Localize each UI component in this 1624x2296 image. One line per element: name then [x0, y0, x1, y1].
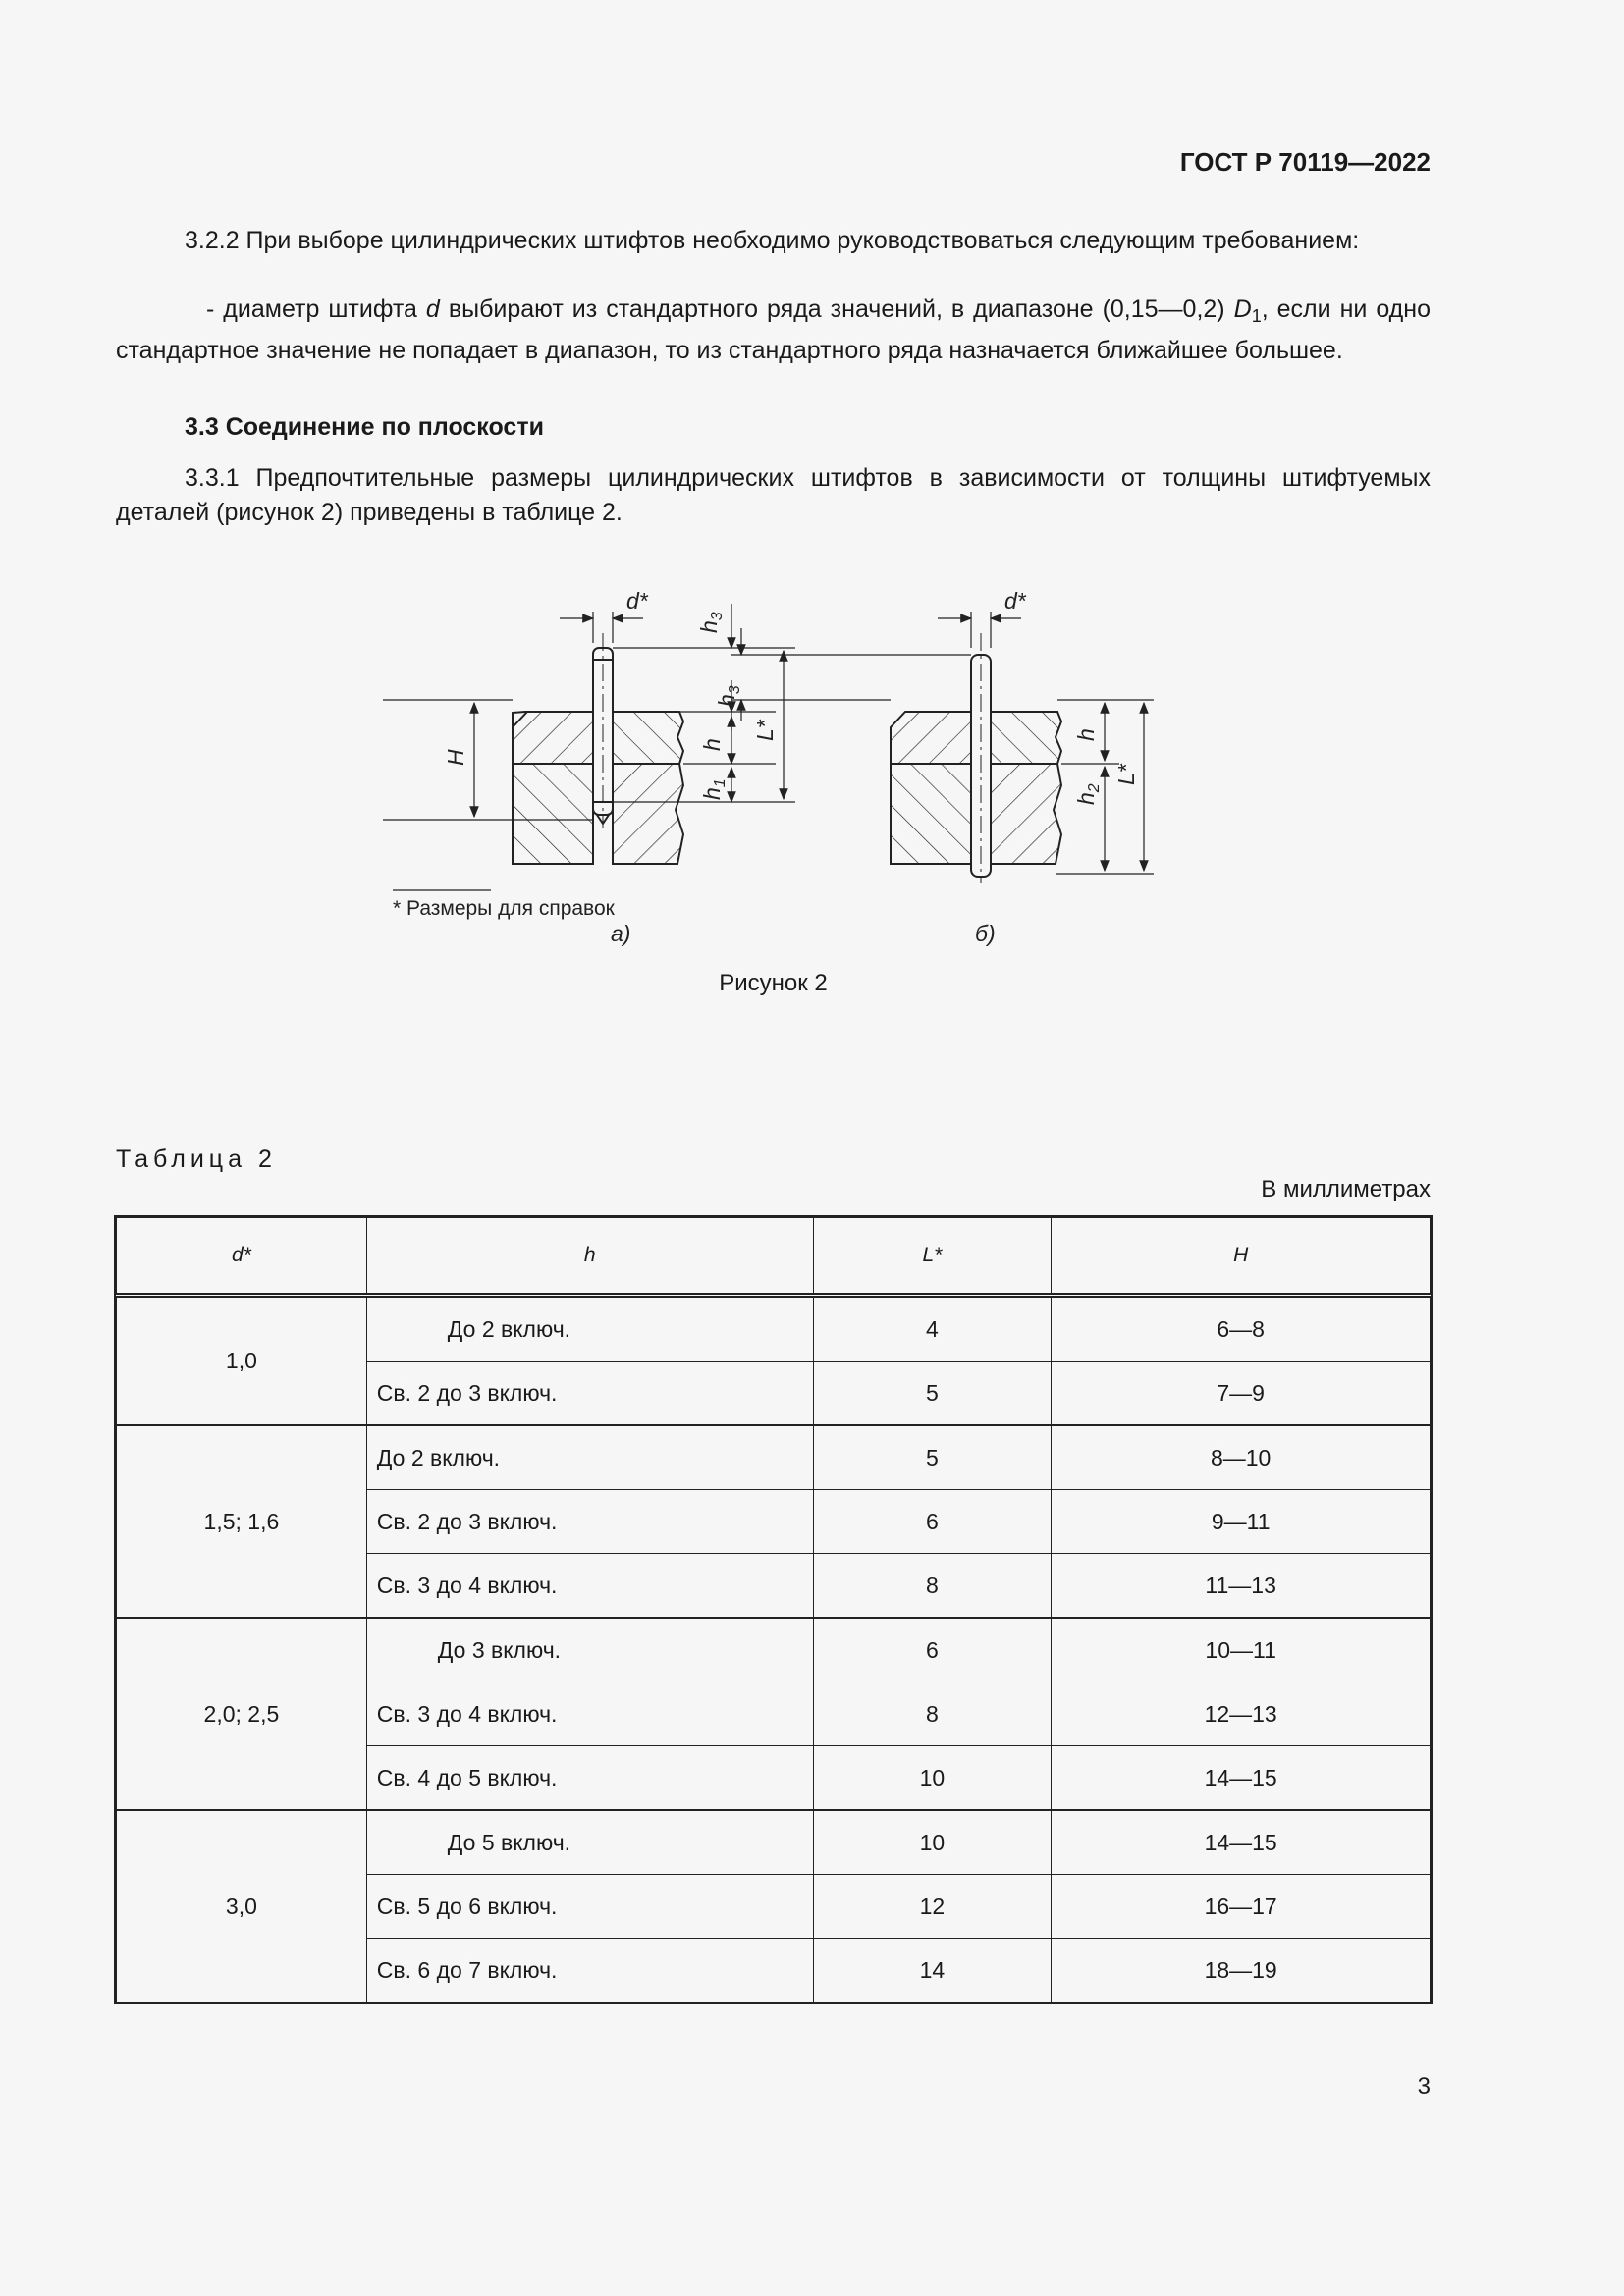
document-header: ГОСТ Р 70119—2022	[1179, 147, 1431, 177]
cell-h: Св. 5 до 6 включ.	[366, 1875, 813, 1939]
table-caption: Таблица 2	[116, 1146, 277, 1173]
cell-H: 9—11	[1052, 1490, 1431, 1554]
label-L-star-a: L*	[752, 720, 778, 741]
cell-h: Св. 3 до 4 включ.	[366, 1682, 813, 1746]
label-H: H	[443, 749, 468, 766]
view-a	[513, 633, 683, 864]
cell-H: 10—11	[1052, 1618, 1431, 1682]
cell-h: Св. 3 до 4 включ.	[366, 1554, 813, 1619]
cell-H: 7—9	[1052, 1362, 1431, 1426]
cell-H: 16—17	[1052, 1875, 1431, 1939]
label-b: б)	[975, 921, 996, 946]
cell-H: 14—15	[1052, 1810, 1431, 1875]
paragraph-3-2-2-item: - диаметр штифта d выбирают из стандартного ряда значений, в диапазоне (0,15—0,2) $D_1$, если ни одно стандартное значение не попадает в диапазон, то из стандартного ряда назначается ближайшее большее.	[116, 295, 1431, 364]
section-heading-3-3: 3.3 Соединение по плоскости	[185, 413, 544, 441]
cell-h: До 5 включ.	[366, 1810, 813, 1875]
figure-2-drawing	[373, 574, 1178, 957]
label-h-b: h	[1073, 728, 1099, 741]
cell-L: 8	[813, 1554, 1052, 1619]
label-a: а)	[611, 921, 631, 946]
header-h: h	[366, 1218, 813, 1296]
svg-text:h1: $h_1$	[699, 778, 729, 800]
cell-L: 6	[813, 1490, 1052, 1554]
table-units: В миллиметрах	[1261, 1176, 1431, 1202]
cell-h: Св. 2 до 3 включ.	[366, 1362, 813, 1426]
cell-h: Св. 2 до 3 включ.	[366, 1490, 813, 1554]
cell-L: 10	[813, 1810, 1052, 1875]
svg-text:h3: $h_3$	[696, 612, 726, 633]
table-row	[117, 1425, 1431, 1490]
label-d-star-a: d*	[626, 588, 648, 614]
table-row	[117, 1810, 1431, 1875]
cell-L: 12	[813, 1875, 1052, 1939]
cell-L: 5	[813, 1425, 1052, 1490]
label-L-star-b: L*	[1113, 764, 1139, 785]
cell-H: 11—13	[1052, 1554, 1431, 1619]
cell-d: 3,0	[117, 1810, 367, 2002]
page-number: 3	[1417, 2073, 1431, 2100]
cell-d: 2,0; 2,5	[117, 1618, 367, 1810]
cell-H: 8—10	[1052, 1425, 1431, 1490]
label-d-star-b: d*	[1004, 588, 1026, 614]
cell-h: До 2 включ.	[366, 1425, 813, 1490]
cell-H: 18—19	[1052, 1939, 1431, 2002]
cell-L: 5	[813, 1362, 1052, 1426]
label-h-a: h	[699, 738, 725, 751]
cell-h: До 3 включ.	[366, 1618, 813, 1682]
cell-H: 12—13	[1052, 1682, 1431, 1746]
cell-d: 1,0	[117, 1296, 367, 1426]
cell-h: Св. 6 до 7 включ.	[366, 1939, 813, 2002]
svg-text:h3: $h_3$	[714, 685, 743, 707]
table-header-row	[117, 1218, 1431, 1296]
cell-L: 6	[813, 1618, 1052, 1682]
table-row	[117, 1618, 1431, 1682]
cell-d: 1,5; 1,6	[117, 1425, 367, 1618]
header-H: H	[1052, 1218, 1431, 1296]
figure-caption: Рисунок 2	[719, 970, 828, 996]
cell-L: 8	[813, 1682, 1052, 1746]
paragraph-3-2-2: 3.2.2 При выборе цилиндрических штифтов необходимо руководствоваться следующим требованием:	[185, 227, 1360, 254]
paragraph-3-3-1: 3.3.1 Предпочтительные размеры цилиндрических штифтов в зависимости от толщины штифтуемых деталей (рисунок 2) приведены в таблице 2.	[116, 464, 1431, 526]
view-b	[891, 633, 1061, 883]
cell-L: 14	[813, 1939, 1052, 2002]
header-L: L*	[813, 1218, 1052, 1296]
table-2	[116, 1217, 1431, 2002]
cell-L: 10	[813, 1746, 1052, 1811]
svg-text:h2: $h_2$	[1073, 783, 1103, 805]
figure-footnote: * Размеры для справок	[393, 897, 615, 920]
cell-h: До 2 включ.	[366, 1296, 813, 1362]
cell-H: 6—8	[1052, 1296, 1431, 1362]
header-d: d*	[117, 1218, 367, 1296]
table-row	[117, 1296, 1431, 1362]
cell-L: 4	[813, 1296, 1052, 1362]
cell-H: 14—15	[1052, 1746, 1431, 1811]
cell-h: Св. 4 до 5 включ.	[366, 1746, 813, 1811]
